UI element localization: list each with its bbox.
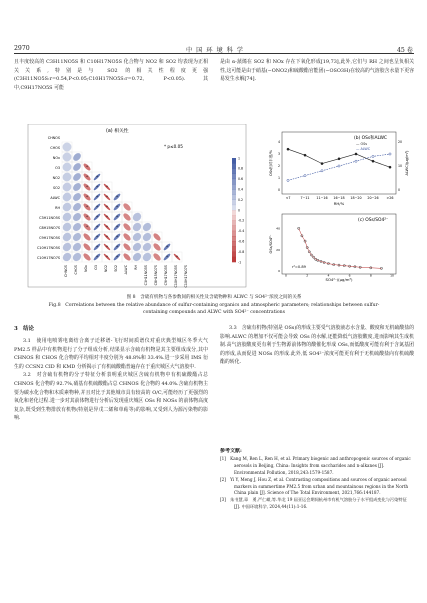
- chart-b-tick: 11~16: [316, 196, 328, 200]
- legend-swatch: [232, 205, 236, 211]
- legend-tick: 0.6: [238, 177, 244, 182]
- chart-b-point: [389, 153, 391, 155]
- figure-caption-cn: 图 8 含硫有机物与各参数间的相关性及含硫物种和 ALWC 与 SO4²⁻浓度之间的关系: [126, 295, 302, 300]
- matrix-col-label: NOx: [84, 265, 88, 273]
- matrix-row-label: C3H11NO5S: [39, 216, 60, 220]
- matrix-col-label: C9H17NO5S: [164, 265, 168, 286]
- matrix-star: *: [106, 235, 108, 240]
- top-right-paragraph: [220, 58, 414, 118]
- matrix-star: *: [116, 255, 118, 260]
- matrix-star: *: [106, 245, 108, 250]
- matrix-star: *: [116, 215, 118, 220]
- reference-item: [1] Kang M, Ren L, Ren H, et al. Primary biogenic and anthropogenic sources of organic aerosols in Beijing, China: Insights from saccharides and n-alkanes [J]. Environmental Pollution, 2018,243:1579-1587.: [220, 455, 411, 475]
- chart-b-tick: 20~26: [367, 196, 379, 200]
- chart-c-xtick: 4: [327, 273, 330, 278]
- matrix-star: *: [86, 185, 88, 190]
- legend-swatch: [232, 168, 236, 174]
- matrix-star: *: [96, 235, 98, 240]
- page-number: 2970: [14, 45, 30, 52]
- chart-b-point: [304, 154, 306, 156]
- matrix-star: *: [86, 165, 88, 170]
- chart-c-xlabel: SO4²⁻/(µg/m³): [325, 277, 353, 282]
- references-title: 参考文献:: [220, 448, 242, 454]
- matrix-col-label: C10H17NO7S: [184, 265, 188, 288]
- matrix-row-label: SO2: [53, 186, 60, 190]
- matrix-star: *: [96, 175, 98, 180]
- chart-c-xtick: 2: [306, 273, 309, 278]
- matrix-col-label: ALWC: [124, 265, 128, 275]
- reference-item: [2] Yi Y, Meng J, Hou Z, et al. Contrasting compositions and sources of organic aerosol markers in summertime PM2.5 from urban and mountainous regions in the North China plain [J]. Science of The Total Environment, 2021,766:144187.: [220, 476, 409, 496]
- matrix-star: *: [96, 215, 98, 220]
- legend-swatch: [232, 231, 236, 237]
- chart-b-point: [355, 153, 357, 155]
- chart-b-point: [355, 160, 357, 162]
- matrix-star: *: [106, 185, 108, 190]
- chart-b-title: (b) OSs和ALWC: [354, 136, 387, 141]
- matrix-star: *: [96, 255, 98, 260]
- matrix-star: *: [116, 205, 118, 210]
- matrix-row-label: RH: [55, 206, 60, 210]
- matrix-col-label: NO2: [104, 265, 108, 273]
- legend-swatch: [232, 189, 236, 195]
- header-rule: [14, 53, 414, 54]
- chart-c: [269, 214, 396, 282]
- matrix-row-label: C9H17NO5S: [39, 236, 60, 240]
- top-left-paragraph: [14, 58, 208, 118]
- chart-c-ytick: 40: [276, 226, 280, 231]
- chart-c-xtick: 0: [285, 273, 287, 278]
- matrix-row-label: C10H17NO5S: [36, 246, 60, 250]
- legend-swatch: [232, 184, 236, 190]
- volume-label: 45 卷: [396, 47, 413, 54]
- chart-c-xtick: 10: [390, 273, 394, 278]
- matrix-title: (a) 相关性: [106, 129, 129, 134]
- matrix-star: *: [106, 205, 108, 210]
- chart-b-point: [338, 158, 340, 160]
- legend-tick: -1: [238, 260, 242, 265]
- matrix-row-label: CHNOS: [47, 136, 60, 140]
- legend-tick: 0: [238, 208, 241, 213]
- matrix-row-label: O3: [55, 166, 60, 170]
- journal-title: 中 国 环 境 科 学: [186, 47, 244, 54]
- chart-b-tick: <7: [285, 196, 291, 200]
- legend-tick: 0.8: [238, 166, 244, 171]
- chart-b-y2tick: 10: [398, 164, 403, 169]
- chart-b-ytick: 1: [277, 176, 280, 181]
- legend-tick: -0.4: [238, 229, 245, 234]
- chart-b-xlabel: RH/%: [333, 201, 345, 206]
- matrix-star: *: [86, 195, 88, 200]
- chart-b-tick: 7~11: [300, 196, 310, 200]
- chart-b-point: [287, 148, 289, 150]
- legend-tick: -0.8: [238, 249, 245, 254]
- matrix-star: *: [96, 195, 98, 200]
- matrix-row-label: ALWC: [50, 196, 60, 200]
- figure-caption-en: Fig.8 Correlations between the relative abundance of sulfur-containing organics and atmospheric parameters; relationships between sulfur-containing compounds and ALWC with SO4²⁻ concentrations: [48, 303, 380, 316]
- matrix-row-label: C10H17NO7S: [36, 256, 60, 260]
- matrix-star: *: [106, 255, 108, 260]
- matrix-col-label: C10H17NO5S: [174, 265, 178, 288]
- legend-swatch: [232, 241, 236, 247]
- references: [220, 448, 414, 598]
- chart-c-title: (c) OSs/SO4²⁻: [358, 218, 389, 223]
- chart-b-point: [321, 170, 323, 172]
- matrix-star: *: [166, 245, 168, 250]
- legend-tick: 1: [238, 156, 241, 161]
- chart-b-ytick: 3: [277, 152, 280, 157]
- matrix-col-label: O3: [94, 265, 98, 270]
- matrix-row-label: NOx: [52, 156, 60, 160]
- matrix-star: *: [106, 195, 108, 200]
- chart-b-ytick: 2: [277, 164, 280, 169]
- chart-b-y2tick: 20: [398, 140, 403, 145]
- matrix-col-label: C8H15NO7S: [154, 265, 158, 286]
- legend-swatch: [232, 220, 236, 226]
- matrix-star: *: [86, 175, 88, 180]
- chart-b-ylabel: OSs相对丰度/%: [269, 150, 273, 176]
- matrix-row-label: C8H15NO7S: [39, 226, 60, 230]
- legend-swatch: [232, 226, 236, 232]
- matrix-star: *: [106, 225, 108, 230]
- matrix-star: *: [86, 205, 88, 210]
- matrix-star: *: [96, 205, 98, 210]
- reference-item: [3] 朱书慧,章 勇,严仁嵘,等.华北 19 届亚运会期间杭州市有机气溶胶分子水平组成变化与污染特征 [J]. 中国环境科学, 2024,44(11):1-16.: [220, 497, 407, 510]
- chart-c-xtick: 6: [348, 273, 351, 278]
- matrix-star: *: [106, 215, 108, 220]
- matrix-star: *: [96, 245, 98, 250]
- chart-b-tick: >26: [386, 196, 394, 200]
- legend-tick: -0.2: [238, 218, 245, 223]
- chart-b-tick: 16~18: [333, 196, 345, 200]
- chart-b: [268, 132, 409, 206]
- chart-c-xtick: 8: [369, 273, 372, 278]
- figure-svg: [14, 124, 414, 288]
- chart-b-tick: 18~20: [350, 196, 362, 200]
- chart-b-point: [338, 165, 340, 167]
- matrix-significance-note: * p≤0.05: [164, 144, 183, 149]
- legend-swatch: [232, 163, 236, 169]
- legend-swatch: [232, 210, 236, 216]
- figure-8: [14, 124, 414, 288]
- conclusions-left: [14, 337, 208, 597]
- conclusion-3-1: 3.1 使用电喷雾电离结合离子迁移谱-飞行时间质谱仪对重庆典型城区冬季大气 PM2.5 样品中有机物进行了分子组成分析,结果显示含硫有机物是其主要组成成分,其中 CHNOS 和 CHOS 化合物的平均相对丰度分别为 48.8%和 33.4%.进一步采用 IMS 衍生的 CCSN2 CID 和 KMD 分析揭示了有机硫酸酯普遍存在于重庆城区大气溶胶中.: [14, 338, 208, 370]
- legend-swatch: [232, 257, 236, 263]
- matrix-col-label: C3H11NO5S: [144, 265, 148, 286]
- legend-swatch: [232, 158, 236, 164]
- legend-swatch: [232, 252, 236, 258]
- legend-tick: -0.6: [238, 239, 245, 244]
- chart-c-ytick: 20: [276, 247, 280, 252]
- chart-b-point: [389, 166, 391, 168]
- chart-b-point: [372, 160, 374, 162]
- matrix-star: *: [116, 195, 118, 200]
- matrix-star: *: [86, 225, 88, 230]
- top-right-text: 是由 α-蒎烯在 SO2 和 NOx 存在下氧化形成[19,73],此外,它们与 RH 之间也呈负相关性,这可能是由于硝基(−ONO2)和硫酸酯官能团(−OSO3H)在较高的气溶胶含水量下更容易发生水解[74].: [220, 59, 414, 83]
- matrix-star: *: [96, 225, 98, 230]
- legend-swatch: [232, 174, 236, 180]
- chart-c-ytick: 0: [278, 269, 280, 274]
- chart-b-legend: — ALWC: [356, 147, 371, 151]
- legend-swatch: [232, 215, 236, 221]
- matrix-star: *: [116, 245, 118, 250]
- chart-c-annotation: r²=0.89: [292, 265, 306, 269]
- matrix-col-label: CHOS: [74, 265, 78, 275]
- chart-b-legend: — OSs: [356, 142, 368, 146]
- matrix-col-label: CHNOS: [64, 265, 68, 277]
- chart-b-y2label: ALWC/(µg/m³): [405, 150, 409, 176]
- matrix-star: *: [116, 235, 118, 240]
- chart-b-point: [321, 163, 323, 165]
- legend-swatch: [232, 200, 236, 206]
- chart-b-ytick: 4: [277, 140, 280, 145]
- chart-b-point: [372, 155, 374, 157]
- matrix-star: *: [86, 215, 88, 220]
- matrix-col-label: RH: [134, 265, 138, 270]
- legend-swatch: [232, 179, 236, 185]
- conclusion-3-3: 3.3 含硫有机物(特别是 OSs)的形成主要受气溶胶液态水含量、酸度和无机硫酸盐的影响.ALWC 的增加不仅可能会导致 OSs 的水解,还能降低气溶胶酸度,进而影响其生成机制.高气溶胶酸度更有利于生物源前体物的酸催化形成 OSs,而低酸度可能有利于含氮基团的形成,从而促进 NOSs 的形成.此外,低 SO4²⁻浓度可能更有利于无机硫酸盐向有机硫酸酯的转化.: [220, 325, 414, 366]
- chart-b-point: [304, 175, 306, 177]
- matrix-col-label: SO2: [114, 265, 118, 272]
- legend-tick: 0.4: [238, 187, 244, 192]
- matrix-star: *: [176, 255, 178, 260]
- legend-swatch: [232, 246, 236, 252]
- matrix-row-label: NO2: [52, 176, 60, 180]
- matrix-star: *: [116, 225, 118, 230]
- conclusions-right: [220, 324, 414, 444]
- matrix-frame: [28, 124, 246, 287]
- matrix-row-label: CHOS: [50, 146, 60, 150]
- section-title: 3 结论: [14, 326, 34, 332]
- chart-b-ytick: 0: [277, 188, 280, 193]
- matrix-star: *: [96, 185, 98, 190]
- chart-b-point: [287, 179, 289, 181]
- conclusion-3-2: 3.2 对含硫有机物的分子特征分析表明重庆城区含硫有机物中有机硫酸酯占总 CHNOS 化合物的 92.7%,硝基有机硫酸酯占总 CHNOS 化合物的 44.0%.含硫有机物主要为碳水化合物和木质素物种,并且对比于其他城市具有较高的 O/C,可能经历了更强烈的氧化和老化过程.进一步对其前体物进行分析后发现重庆城区 OSs 和 NOSs 的前体物高度复杂,既受到生物排放有机物(特别是异戊二烯和单萜等)的影响,又受到人为源污染物的影响.: [14, 372, 208, 422]
- chart-b-y2tick: 0: [398, 188, 401, 193]
- legend-swatch: [232, 236, 236, 242]
- matrix-star: *: [166, 255, 168, 260]
- chart-c-ylabel: OSs/SO4²⁻: [269, 234, 273, 254]
- legend-swatch: [232, 194, 236, 200]
- legend-tick: 0.2: [238, 197, 244, 202]
- top-left-text: 且丰度较高的 C3H11NO5S 和 C10H17NO5S 化合物与 NO2 和 SO2 均表现为正相关关系,特别是与 SO2 的相关性程度更强(C3H11NO5S:r=0.54,P<0.05;C10H17NO5S:r=0.72, P<0.05).其中,C9H17NO5S 可能: [14, 59, 208, 91]
